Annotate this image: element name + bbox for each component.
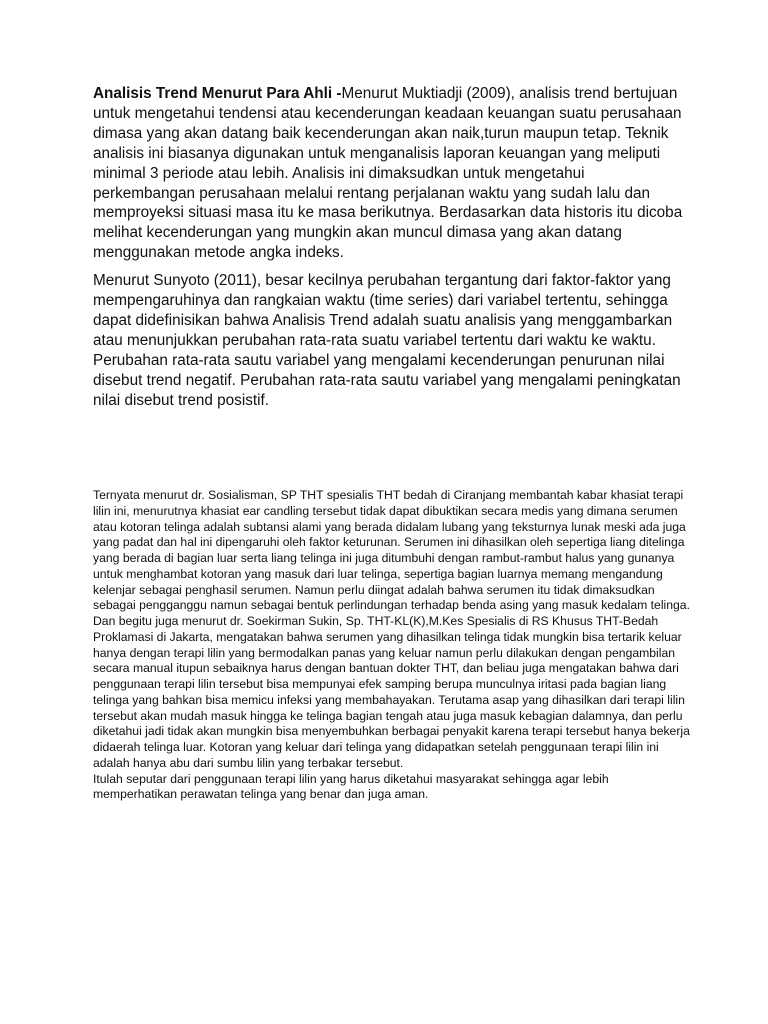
paragraph-sosialisman: Ternyata menurut dr. Sosialisman, SP THT spesialis THT bedah di Ciranjang membantah kabar khasiat terapi lilin ini, menurutnya khasiat ear candling tersebut tidak dapat dibuktikan secara medis yang dimana serumen atau kotoran telinga adalah subtansi alami yang berada didalam lubang yang teksturnya lunak meski ada juga yang padat dan hal ini dipengaruhi oleh faktor keturunan. Serumen ini dihasilkan oleh sepertiga liang ditelinga yang berada di bagian luar serta liang telinga ini juga ditumbuhi dengan rambut-rambut halus yang gunanya untuk menghambat kotoran yang masuk dari luar telinga, sepertiga bagian luarnya memang mengandung kelenjar sebagai penghasil serumen. Namun perlu diingat adalah bahwa serumen itu tidak dimaksudkan sebagai pengganggu namun sebagai bentuk perlindungan terhadap benda asing yang masuk kedalam telinga. (93, 488, 690, 613)
trend-analysis-section (93, 84, 683, 419)
paragraph-conclusion: Itulah seputar dari penggunaan terapi lilin yang harus diketahui masyarakat sehingga agar lebih memperhatikan perawatan telinga yang benar dan juga aman. (93, 771, 609, 802)
paragraph-muktiadji (93, 84, 683, 263)
section-heading: Analisis Trend Menurut Para Ahli - (93, 85, 342, 102)
paragraph-muktiadji-text: Menurut Muktiadji (2009), analisis trend bertujuan untuk mengetahui tendensi atau kecenderungan keadaan keuangan suatu perusahaan dimasa yang akan datang baik kecenderungan akan naik,turun maupun tetap. Teknik analisis ini biasanya digunakan untuk menganalisis laporan keuangan yang meliputi minimal 3 periode atau lebih. Analisis ini dimaksudkan untuk mengetahui perkembangan perusahaan melalui rentang perjalanan waktu yang sudah lalu dan memproyeksi situasi masa itu ke masa berikutnya. Berdasarkan data historis itu dicoba melihat kecenderungan yang mungkin akan muncul dimasa yang akan datang menggunakan metode angka indeks. (93, 85, 683, 262)
ear-candling-section (93, 488, 693, 803)
paragraph-soekirman: Dan begitu juga menurut dr. Soekirman Sukin, Sp. THT-KL(K),M.Kes Spesialis di RS Khusus THT-Bedah Proklamasi di Jakarta, mengatakan bahwa serumen yang dihasilkan telinga tidak mungkin bisa tertarik keluar hanya dengan terapi lilin yang bermodalkan panas yang keluar namun perlu dilakukan dengan pengambilan secara manual itupun sebaiknya harus dengan bantuan dokter THT, dan beliau juga mengatakan bahwa dari penggunaan terapi lilin tersebut bisa mempunyai efek samping berupa munculnya iritasi pada bagian liang telinga yang bahkan bisa memicu infeksi yang membahayakan. Terutama asap yang dihasilkan dari terapi lilin tersebut akan mudah masuk hingga ke telinga bagian tengah atau juga masuk kebagian dalamnya, dan perlu diketahui jadi tidak akan mungkin bisa menyembuhkan berbagai penyakit karena terapi tersebut hanya bekerja didaerah telinga luar. Kotoran yang keluar dari telinga yang didapatkan setelah penggunaan terapi lilin ini adalah hanya abu dari sumbu lilin yang terbakar tersebut. (93, 614, 690, 770)
paragraph-sunyoto: Menurut Sunyoto (2011), besar kecilnya perubahan tergantung dari faktor-faktor yang mempengaruhinya dan rangkaian waktu (time series) dari variabel tertentu, sehingga dapat didefinisikan bahwa Analisis Trend adalah suatu analisis yang menggambarkan atau menunjukkan perubahan rata-rata suatu variabel tertentu dari waktu ke waktu. Perubahan rata-rata sautu variabel yang mengalami kecenderungan penurunan nilai disebut trend negatif. Perubahan rata-rata sautu variabel yang mengalami peningkatan nilai disebut trend posistif. (93, 272, 681, 409)
